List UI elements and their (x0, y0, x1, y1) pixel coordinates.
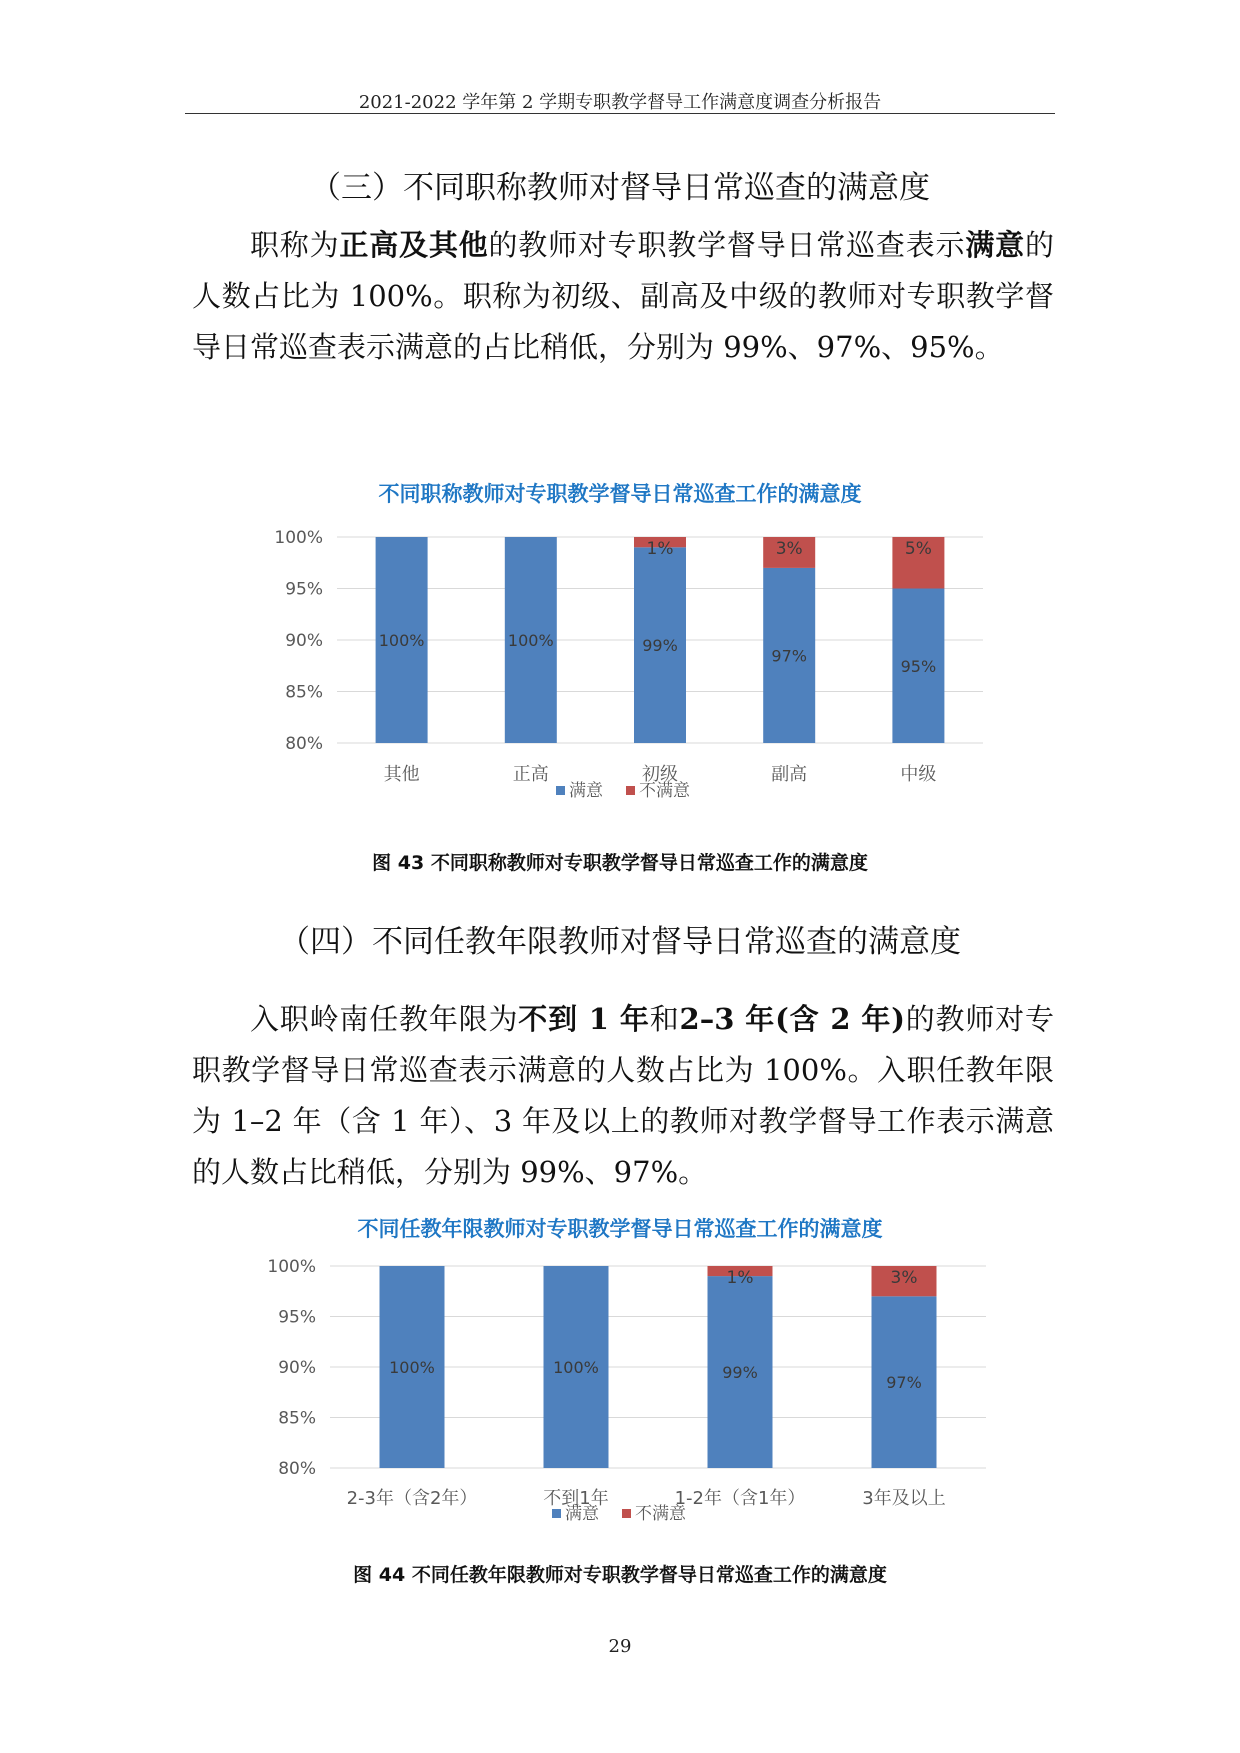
chart2-data-label-unsatisfied: 1% (726, 1268, 754, 1288)
chart1-legend-label-satisfied: 满意 (569, 781, 603, 801)
chart1-data-label-satisfied: 97% (771, 646, 807, 666)
chart1-data-label-satisfied: 100% (378, 631, 425, 650)
chart1-category-label: 其他 (383, 764, 420, 785)
chart1-category-label: 初级 (642, 764, 678, 785)
chart1-ytick-label: 80% (285, 734, 323, 754)
para3-bold-2: 满意 (965, 228, 1025, 262)
chart2-category-label: 1-2年（含1年） (674, 1488, 806, 1509)
paragraph-4 (192, 994, 1054, 1198)
chart2-legend-label-satisfied: 满意 (565, 1504, 599, 1524)
chart2-data-label-satisfied: 100% (553, 1358, 599, 1377)
chart2-data-label-satisfied: 99% (722, 1363, 758, 1383)
figure-43-caption: 图 43 不同职称教师对专职教学督导日常巡查工作的满意度 (372, 852, 868, 874)
chart1-ytick-label: 95% (285, 579, 323, 600)
chart1-ytick-label: 90% (285, 631, 323, 651)
para3-text-2: 的教师对专职教学督导日常巡查表示 (488, 228, 966, 262)
chart2-ytick-label: 80% (278, 1459, 316, 1479)
para4-bold-1: 不到 1 年 (518, 1002, 650, 1036)
page-header: 2021-2022 学年第 2 学期专职教学督导工作满意度调查分析报告 (358, 92, 882, 113)
chart2-ytick-label: 95% (278, 1307, 316, 1328)
chart1-legend-label-unsatisfied: 不满意 (639, 781, 690, 801)
page-number: 29 (608, 1636, 632, 1657)
para4-text-2: 和 (649, 1002, 680, 1036)
chart2-legend-swatch-unsatisfied (622, 1509, 631, 1518)
chart2-legend-label-unsatisfied: 不满意 (635, 1504, 686, 1524)
section-title-3: （三）不同职称教师对督导日常巡查的满意度 (310, 170, 930, 206)
para4-text-3: 的教师对专职教学督导日常巡查表示满意的人数占比为 100%。入职任教年限为 1–2 年（含 1 年）、3 年及以上的教师对教学督导工作表示满意的人数占比稍低，分别为 99%、97%。 (192, 1002, 1054, 1189)
figure-44-caption: 图 44 不同任教年限教师对专职教学督导日常巡查工作的满意度 (353, 1564, 887, 1586)
chart1-category-label: 正高 (512, 764, 549, 785)
para3-bold-1: 正高及其他 (339, 228, 489, 262)
chart1-data-label-satisfied: 100% (507, 631, 554, 650)
chart2-ytick-label: 90% (278, 1358, 316, 1378)
chart1-ytick-label: 85% (285, 682, 323, 703)
chart1-legend-swatch-satisfied (556, 786, 565, 795)
chart2-ytick-label: 85% (278, 1408, 316, 1429)
chart1-title: 不同职称教师对专职教学督导日常巡查工作的满意度 (378, 482, 862, 506)
chart1-data-label-unsatisfied: 3% (775, 539, 803, 559)
chart2-category-label: 不到1年 (543, 1488, 609, 1509)
chart1-category-label: 中级 (900, 764, 937, 785)
chart2-data-label-satisfied: 97% (886, 1373, 922, 1393)
section-title-4: （四）不同任教年限教师对督导日常巡查的满意度 (279, 924, 961, 960)
para4-text-1: 入职岭南任教年限为 (250, 1002, 519, 1036)
para3-text-3: 的人数占比为 100%。职称为初级、副高及中级的教师对专职教学督导日常巡查表示满意的占比稍低，分别为 99%、97%、95%。 (192, 228, 1054, 364)
chart1-data-label-satisfied: 95% (900, 656, 937, 676)
chart2-title: 不同任教年限教师对专职教学督导日常巡查工作的满意度 (357, 1217, 883, 1241)
chart2-legend-swatch-satisfied (552, 1509, 561, 1518)
chart1-legend-swatch-unsatisfied (626, 786, 635, 795)
chart2-data-label-unsatisfied: 3% (890, 1268, 918, 1288)
para4-bold-2: 2–3 年(含 2 年) (679, 1002, 905, 1036)
chart1-data-label-satisfied: 99% (642, 636, 678, 656)
chart1-ytick-label: 100% (274, 528, 323, 548)
chart1-category-label: 副高 (771, 764, 808, 785)
chart2-category-label: 2-3年（含2年） (346, 1488, 478, 1509)
chart1-data-label-unsatisfied: 1% (646, 539, 674, 559)
chart2-category-label: 3年及以上 (862, 1488, 946, 1509)
chart1-data-label-unsatisfied: 5% (904, 539, 932, 559)
para3-text-1: 职称为 (250, 228, 340, 262)
chart2-data-label-satisfied: 100% (389, 1358, 435, 1377)
chart2-ytick-label: 100% (267, 1257, 316, 1277)
